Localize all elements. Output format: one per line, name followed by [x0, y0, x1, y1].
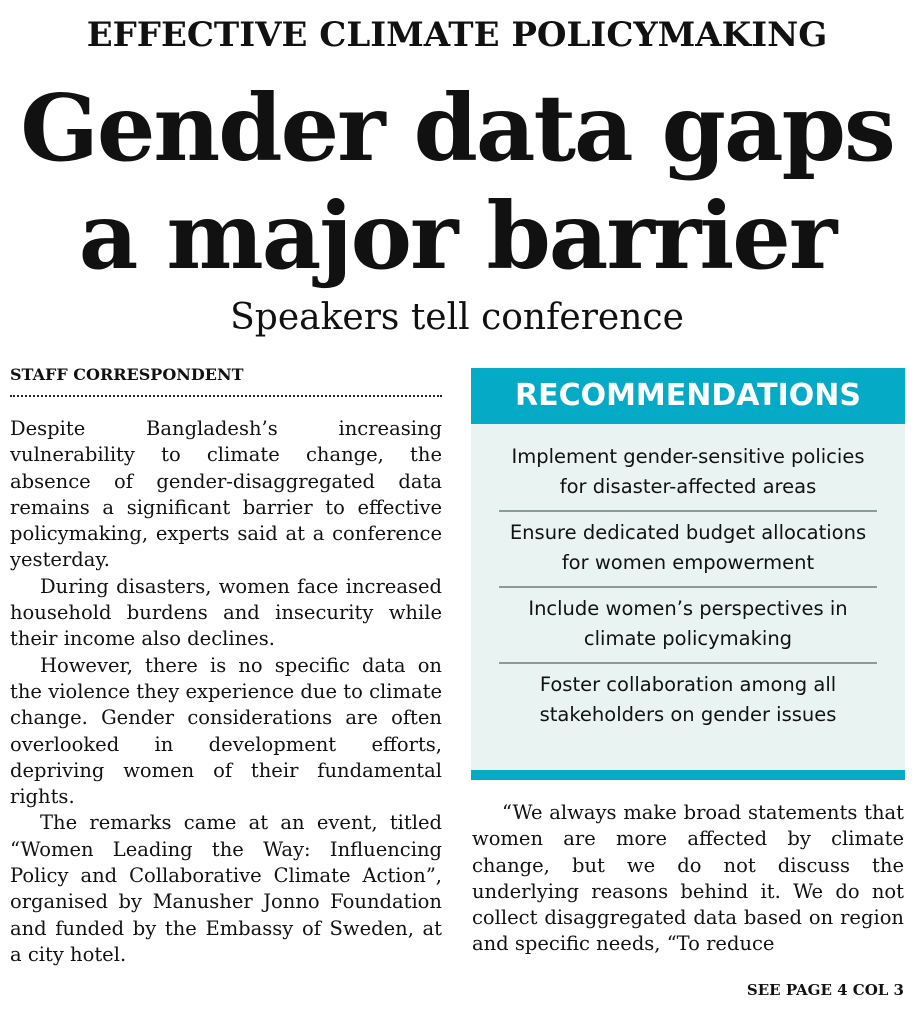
- body-paragraph: Despite Bangladesh’s increasing vulnerability to climate change, the absence of gender-disaggregated data remains a significant barrier to effective policymaking, experts said at a conference yesterday.: [10, 417, 442, 572]
- recommendation-item: Include women’s perspectives in climate policymaking: [499, 588, 877, 664]
- body-paragraph: During disasters, women face increased household burdens and insecurity while their income also declines.: [10, 574, 442, 651]
- article-body-right-column: [472, 800, 904, 958]
- headline-line-1: Gender data gaps: [20, 74, 894, 182]
- headline-line-2: a major barrier: [78, 182, 836, 290]
- body-paragraph: The remarks came at an event, titled “Women Leading the Way: Influencing Policy and Collaborative Climate Action”, organised by Manusher Jonno Foundation and funded by the Embassy of Sweden, at a city hotel.: [10, 811, 442, 966]
- byline: STAFF CORRESPONDENT: [10, 364, 442, 397]
- article-subhead: Speakers tell conference: [230, 297, 684, 338]
- recommendations-title: RECOMMENDATIONS: [471, 368, 905, 424]
- article-body-left-column: [10, 416, 442, 968]
- recommendation-item: Ensure dedicated budget allocations for women empowerment: [499, 512, 877, 588]
- continuation-note: SEE PAGE 4 COL 3: [746, 981, 904, 999]
- recommendation-item: Foster collaboration among all stakeholders on gender issues: [539, 673, 837, 726]
- article-kicker: EFFECTIVE CLIMATE POLICYMAKING: [86, 15, 828, 55]
- recommendation-item: Implement gender-sensitive policies for disaster-affected areas: [499, 436, 877, 512]
- body-paragraph: However, there is no specific data on the violence they experience due to climate change. Gender considerations are often overlooked in development efforts, depriving women of their fundamental rights.: [10, 653, 442, 809]
- recommendations-list: [471, 424, 905, 738]
- recommendations-box: [471, 368, 905, 780]
- body-paragraph: “We always make broad statements that women are more affected by climate change, but we do not discuss the underlying reasons behind it. We do not collect disaggregated data based on region and specific needs, “To reduce: [472, 801, 904, 956]
- article-headline: [0, 74, 914, 290]
